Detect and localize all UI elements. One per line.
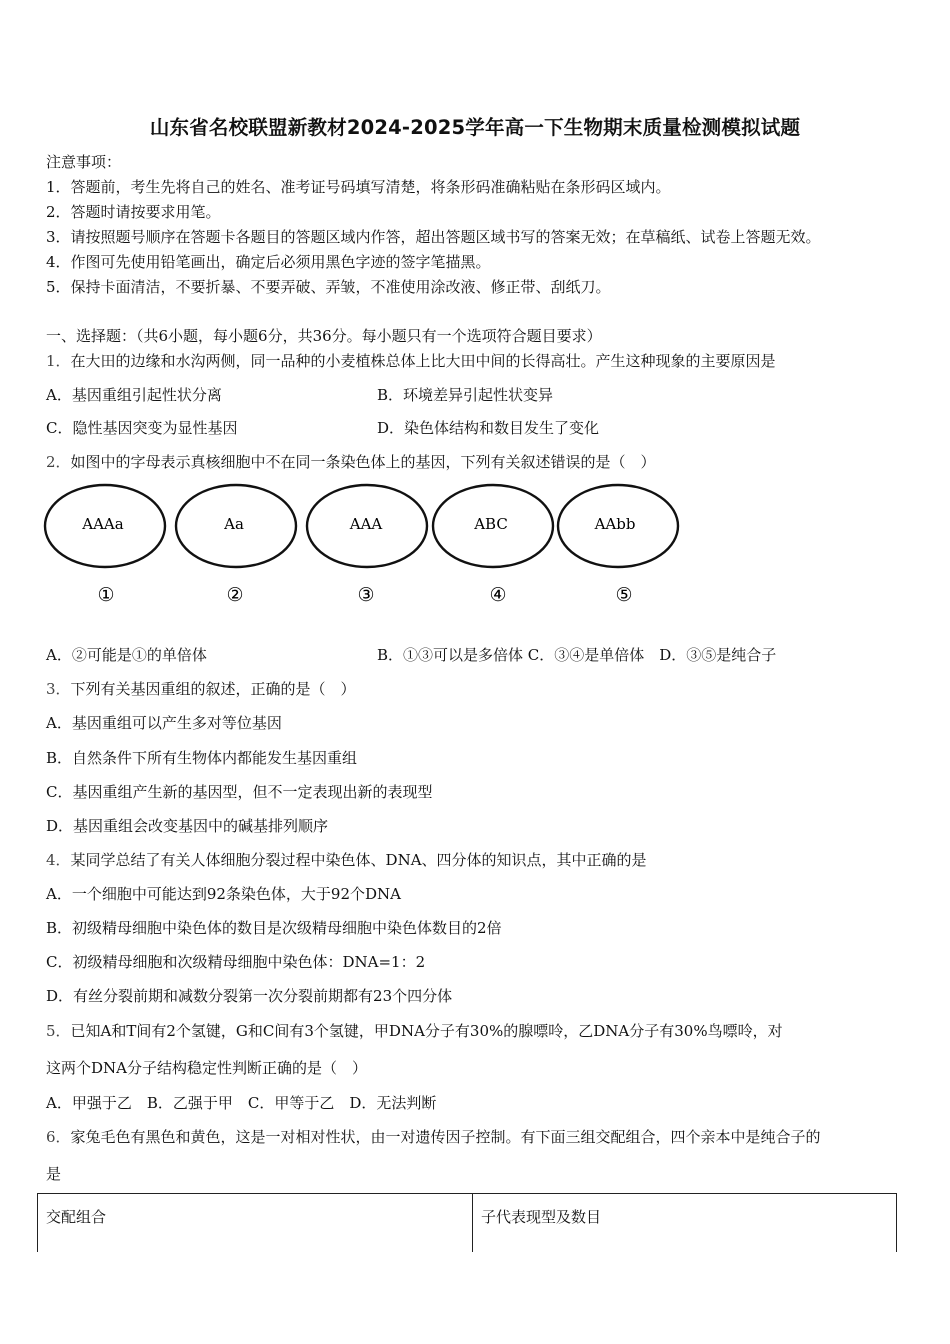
cell-3-label: ③ xyxy=(357,584,375,606)
question-text: 某同学总结了有关人体细胞分裂过程中染色体、DNA、四分体的知识点，其中正确的是 xyxy=(70,851,647,869)
question-3-stem xyxy=(46,679,356,699)
q3-option-c: C．基因重组产生新的基因型，但不一定表现出新的表现型 xyxy=(46,783,433,801)
cell-figure-svg xyxy=(40,478,700,618)
cell-4-label: ④ xyxy=(489,584,507,606)
q3-option-d: D．基因重组会改变基因中的碱基排列顺序 xyxy=(46,817,329,835)
q4-option-a: A．一个细胞中可能达到92条染色体，大于92个DNA xyxy=(46,885,401,903)
notice-item-2: 2．答题时请按要求用笔。 xyxy=(46,203,221,221)
question-1-stem xyxy=(46,351,776,371)
q2-options-bcd: B．①③可以是多倍体 C．③④是单倍体 D．③⑤是纯合子 xyxy=(377,646,777,664)
q4-option-b: B．初级精母细胞中染色体的数目是次级精母细胞中染色体数目的2倍 xyxy=(46,919,502,937)
q1-option-b: B．环境差异引起性状变异 xyxy=(377,386,554,404)
q3-option-a: A．基因重组可以产生多对等位基因 xyxy=(46,714,282,732)
page-title: 山东省名校联盟新教材2024-2025学年高一下生物期末质量检测模拟试题 xyxy=(149,116,801,139)
cell-5-genes: AAbb xyxy=(594,515,636,533)
cell-1-label: ① xyxy=(97,584,115,606)
question-4-stem xyxy=(46,850,647,870)
q4-option-d: D．有丝分裂前期和减数分裂第一次分裂前期都有23个四分体 xyxy=(46,987,453,1005)
question-number: 6． xyxy=(46,1128,71,1146)
question-6-stem-line-1 xyxy=(46,1127,821,1147)
table-header-row xyxy=(38,1194,897,1253)
cross-table-grid xyxy=(37,1193,897,1252)
cell-1 xyxy=(45,485,165,606)
notice-item-1: 1．答题前，考生先将自己的姓名、准考证号码填写清楚，将条形码准确粘贴在条形码区域内。 xyxy=(46,178,671,196)
question-number: 5． xyxy=(46,1022,71,1040)
notice-item-3: 3．请按照题号顺序在答题卡各题目的答题区域内作答，超出答题区域书写的答案无效；在草稿纸、试卷上答题无效。 xyxy=(46,228,821,246)
cell-4 xyxy=(433,485,553,606)
question-number: 4． xyxy=(46,851,71,869)
q4-option-c: C．初级精母细胞和次级精母细胞中染色体：DNA=1：2 xyxy=(46,953,426,971)
q3-option-b: B．自然条件下所有生物体内都能发生基因重组 xyxy=(46,749,358,767)
cell-2-label: ② xyxy=(226,584,244,606)
cell-2 xyxy=(176,485,296,606)
q1-option-a: A．基因重组引起性状分离 xyxy=(46,386,222,404)
question-number: 3． xyxy=(46,680,71,698)
question-5-stem-line-2: 这两个DNA分子结构稳定性判断正确的是（ ） xyxy=(46,1059,367,1077)
question-5-stem-line-1 xyxy=(46,1021,783,1041)
q1-option-c: C．隐性基因突变为显性基因 xyxy=(46,419,238,437)
notice-item-4: 4．作图可先使用铅笔画出，确定后必须用黑色字迹的签字笔描黑。 xyxy=(46,253,491,271)
cell-4-genes: ABC xyxy=(474,515,508,533)
notice-item-5: 5．保持卡面清洁，不要折暴、不要弄破、弄皱，不准使用涂改液、修正带、刮纸刀。 xyxy=(46,278,611,296)
cell-figure xyxy=(40,478,700,618)
question-text: 在大田的边缘和水沟两侧，同一品种的小麦植株总体上比大田中间的长得高壮。产生这种现象的主要原因是 xyxy=(70,352,776,370)
question-text: 如图中的字母表示真核细胞中不在同一条染色体上的基因，下列有关叙述错误的是（ ） xyxy=(70,453,656,471)
cell-5 xyxy=(558,485,678,606)
table-header-cell: 子代表现型及数目 xyxy=(473,1194,897,1253)
question-number: 2． xyxy=(46,453,71,471)
cell-1-genes: AAAa xyxy=(82,515,124,533)
question-text: 已知A和T间有2个氢键，G和C间有3个氢键，甲DNA分子有30%的腺嘌呤，乙DNA分子有30%鸟嘌呤，对 xyxy=(70,1022,783,1040)
question-text: 家兔毛色有黑色和黄色，这是一对相对性状，由一对遗传因子控制。有下面三组交配组合，四个亲本中是纯合子的 xyxy=(70,1128,821,1146)
q1-option-d: D．染色体结构和数目发生了变化 xyxy=(377,419,600,437)
cell-2-genes: Aa xyxy=(224,515,244,533)
question-2-stem xyxy=(46,452,656,472)
cell-3-genes: AAA xyxy=(349,515,383,533)
cross-table xyxy=(37,1193,897,1243)
question-6-stem-line-2: 是 xyxy=(46,1165,62,1183)
q2-option-a: A．②可能是①的单倍体 xyxy=(46,646,207,664)
q5-options: A．甲强于乙 B．乙强于甲 C．甲等于乙 D．无法判断 xyxy=(46,1094,437,1112)
cell-3 xyxy=(307,485,427,606)
cell-5-label: ⑤ xyxy=(615,584,633,606)
question-number: 1． xyxy=(46,352,71,370)
section-heading: 一、选择题：（共6小题，每小题6分，共36分。每小题只有一个选项符合题目要求） xyxy=(46,327,602,345)
question-text: 下列有关基因重组的叙述，正确的是（ ） xyxy=(70,680,356,698)
notice-heading: 注意事项： xyxy=(46,153,122,171)
table-header-cell: 交配组合 xyxy=(38,1194,473,1253)
